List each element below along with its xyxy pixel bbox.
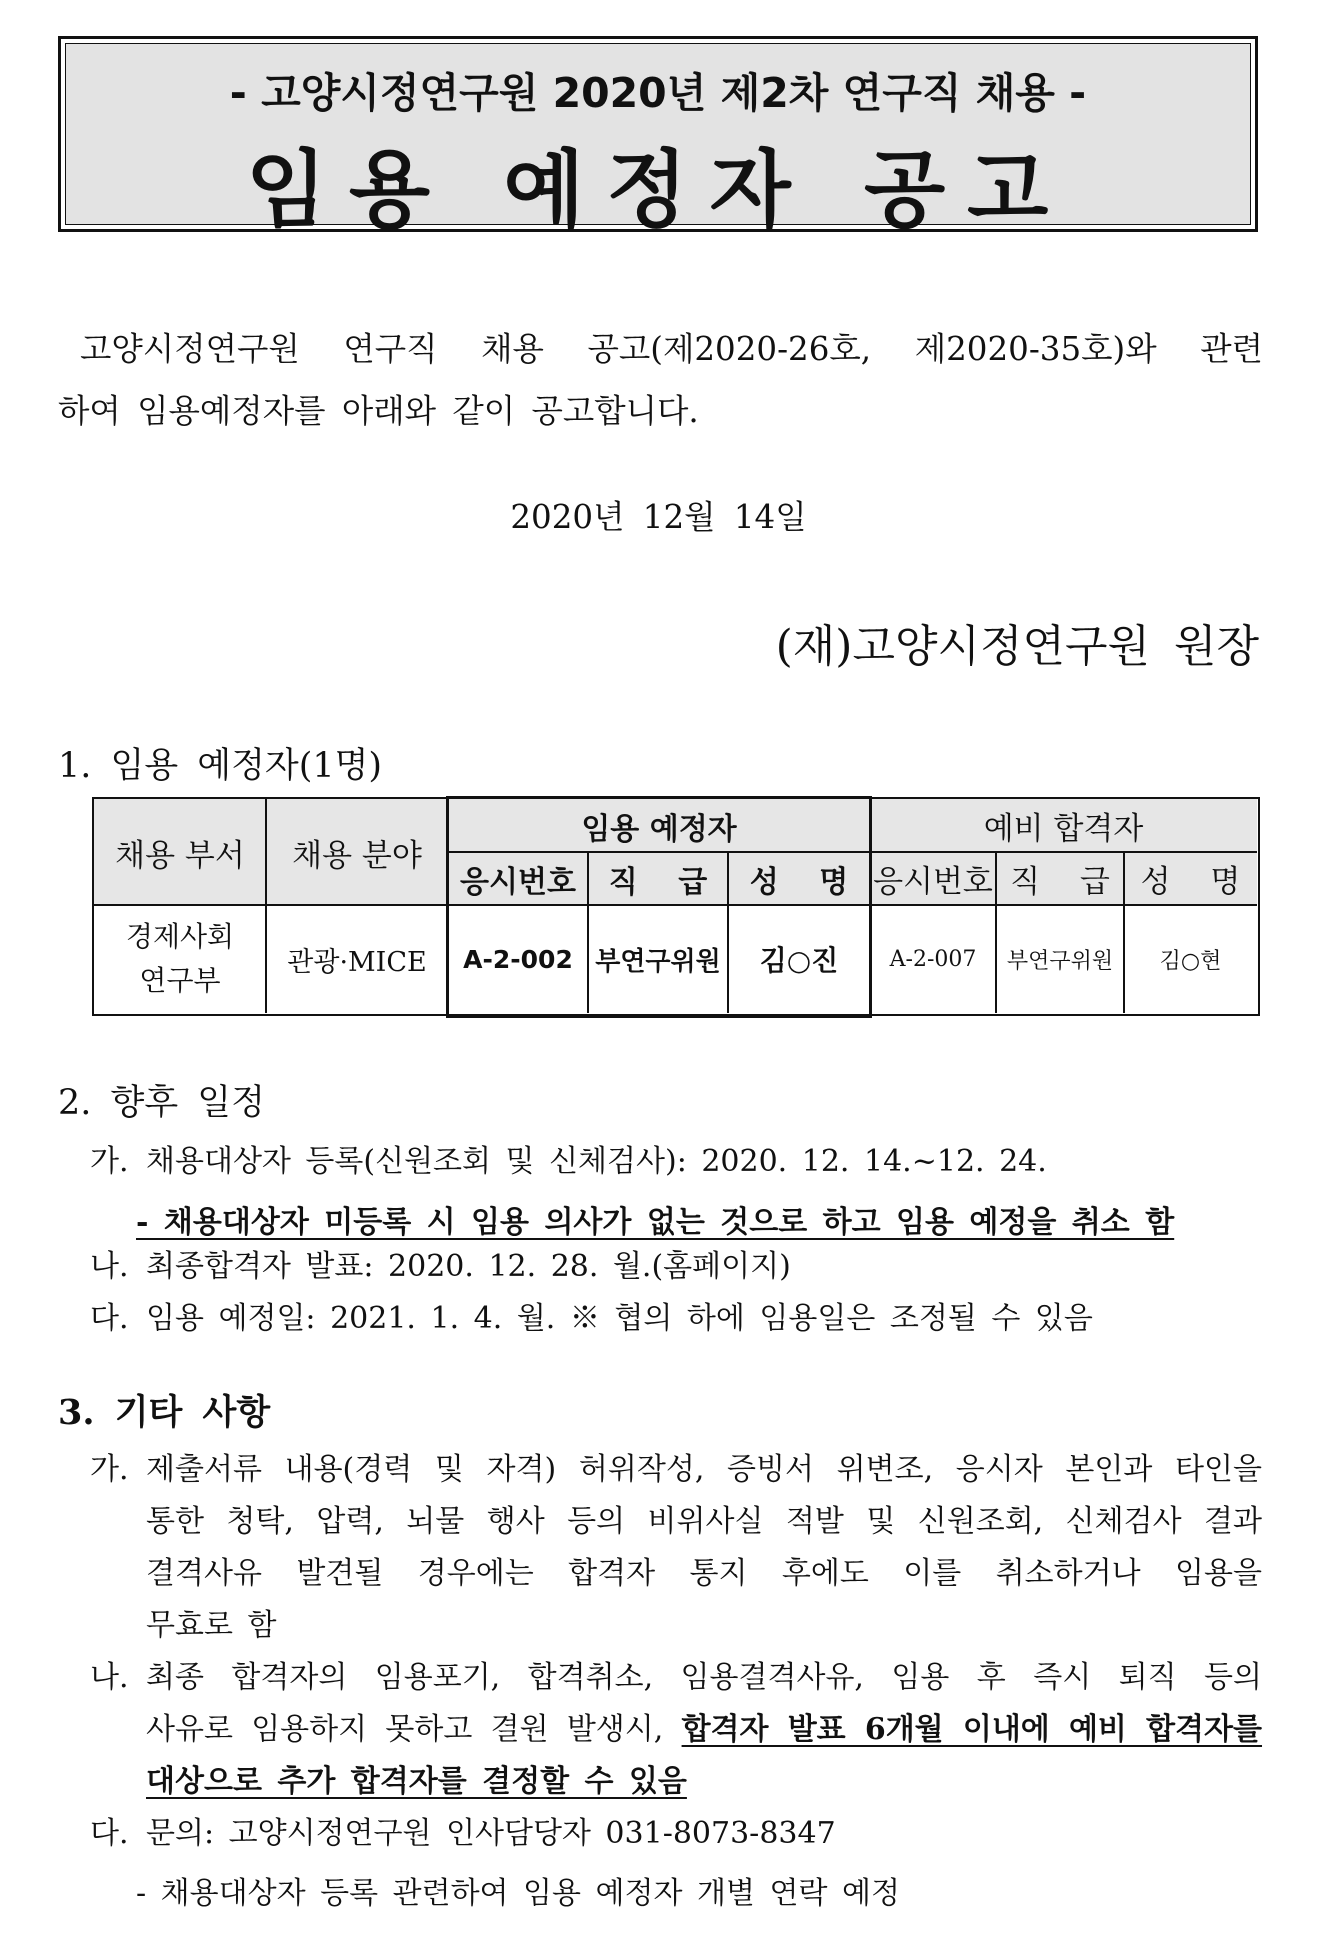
other-item-a (90, 1444, 1262, 1652)
item-text: 최종합격자 발표: 2020. 12. 28. 월.(홈페이지) (146, 1249, 791, 1284)
header-reserve-name: 성 명 (1140, 864, 1241, 900)
header-dept: 채용 부서 (115, 837, 245, 874)
item-a-line-3: 결격사유 발견될 경우에는 합격자 통지 후에도 이를 취소하거나 임용을 (146, 1556, 1262, 1591)
grid-line (727, 852, 729, 1013)
item-a-line-2: 통한 청탁, 압력, 뇌물 행사 등의 비위사실 적발 및 신원조회, 신체검사 결과 (146, 1504, 1262, 1539)
intro-line-2: 하여 임용예정자를 아래와 같이 공고합니다. (58, 392, 699, 430)
item-b-line-2 (146, 1704, 1262, 1756)
intro-paragraph (58, 318, 1263, 442)
item-b-line-2-emph: 합격자 발표 6개월 이내에 예비 합격자를 (681, 1712, 1263, 1747)
dept-line-2: 연구부 (139, 964, 221, 997)
intro-line-1: 고양시정연구원 연구직 채용 공고(제2020-26호, 제2020-35호)와 관련 (80, 330, 1263, 368)
appointee-table (92, 797, 1260, 1016)
title-inner (65, 43, 1251, 239)
dept-line-1: 경제사회 (125, 920, 235, 953)
item-a-line-4: 무효로 함 (146, 1608, 277, 1643)
item-mark: 다. (90, 1301, 129, 1336)
item-mark: 다. (90, 1816, 129, 1851)
grid-line (995, 852, 997, 1013)
item-text: 임용 예정일: 2021. 1. 4. 월. ※ 협의 하에 임용일은 조정될 수 있음 (146, 1301, 1093, 1336)
announcement-date: 2020년 12월 14일 (510, 498, 807, 536)
table-cell-reserve-name: 김○현 (1159, 948, 1222, 974)
table-cell-appointee-exam-no: A-2-002 (463, 944, 573, 974)
table-cell-dept (94, 905, 266, 1013)
section-1-title: 1. 임용 예정자(1명) (58, 746, 383, 786)
grid-line (1123, 852, 1125, 1013)
schedule-note-text: - 채용대상자 미등록 시 임용 의사가 없는 것으로 하고 임용 예정을 취소 함 (136, 1205, 1175, 1240)
table-cell-appointee-name: 김○진 (759, 944, 839, 977)
header-reserve-group: 예비 합격자 (983, 811, 1144, 847)
schedule-item-c (90, 1293, 1262, 1345)
signer: (재)고양시정연구원 원장 (775, 621, 1259, 672)
document-title: 임용 예정자 공고 (245, 141, 1071, 239)
section-3-title: 3. 기타 사항 (58, 1392, 271, 1433)
schedule-note (136, 1197, 1174, 1241)
grid-line (448, 851, 1257, 853)
item-mark: 가. (90, 1452, 129, 1487)
item-text: 채용대상자 등록(신원조회 및 신체검사): 2020. 12. 14.~12. 24. (146, 1144, 1047, 1179)
other-item-c (90, 1808, 1262, 1860)
header-appointee-rank: 직 급 (608, 864, 708, 900)
table-cell-reserve-exam-no: A-2-007 (889, 946, 977, 972)
schedule-item-b (90, 1241, 1262, 1293)
table-cell-reserve-rank: 부연구위원 (1006, 948, 1114, 974)
item-c-text: 문의: 고양시정연구원 인사담당자 031-8073-8347 (146, 1816, 836, 1851)
grid-line (265, 799, 267, 1013)
table-cell-appointee-rank: 부연구위원 (595, 946, 721, 977)
grid-line (869, 799, 871, 1013)
header-appointee-group: 임용 예정자 (581, 811, 737, 847)
header-reserve-rank: 직 급 (1010, 864, 1110, 900)
header-appointee-name: 성 명 (749, 864, 849, 900)
header-appointee-exam-no: 응시번호 (460, 864, 576, 900)
header-field: 채용 분야 (292, 837, 422, 874)
schedule-item-a (90, 1136, 1262, 1188)
item-b-line-3-emph: 대상으로 추가 합격자를 결정할 수 있음 (146, 1764, 687, 1799)
item-b-line-2-plain: 사유로 임용하지 못하고 결원 발생시, (146, 1712, 682, 1747)
item-a-line-1: 제출서류 내용(경력 및 자격) 허위작성, 증빙서 위변조, 응시자 본인과 타인을 (146, 1452, 1262, 1487)
grid-line (447, 799, 449, 1013)
grid-line (94, 904, 1257, 906)
contact-note: - 채용대상자 등록 관련하여 임용 예정자 개별 연락 예정 (136, 1876, 900, 1911)
item-b-line-1: 최종 합격자의 임용포기, 합격취소, 임용결격사유, 임용 후 즉시 퇴직 등의 (146, 1660, 1262, 1695)
document-subtitle: - 고양시정연구원 2020년 제2차 연구직 채용 - (229, 69, 1087, 117)
section-2-title: 2. 향후 일정 (58, 1083, 265, 1123)
item-mark: 나. (90, 1249, 129, 1284)
item-mark: 가. (90, 1144, 129, 1179)
other-item-b (90, 1652, 1262, 1808)
item-mark: 나. (90, 1660, 129, 1695)
title-box (58, 36, 1258, 239)
item-b-line-3 (146, 1756, 1262, 1808)
grid-line (587, 852, 589, 1013)
table-cell-field: 관광·MICE (287, 946, 427, 978)
header-reserve-exam-no: 응시번호 (873, 864, 993, 900)
